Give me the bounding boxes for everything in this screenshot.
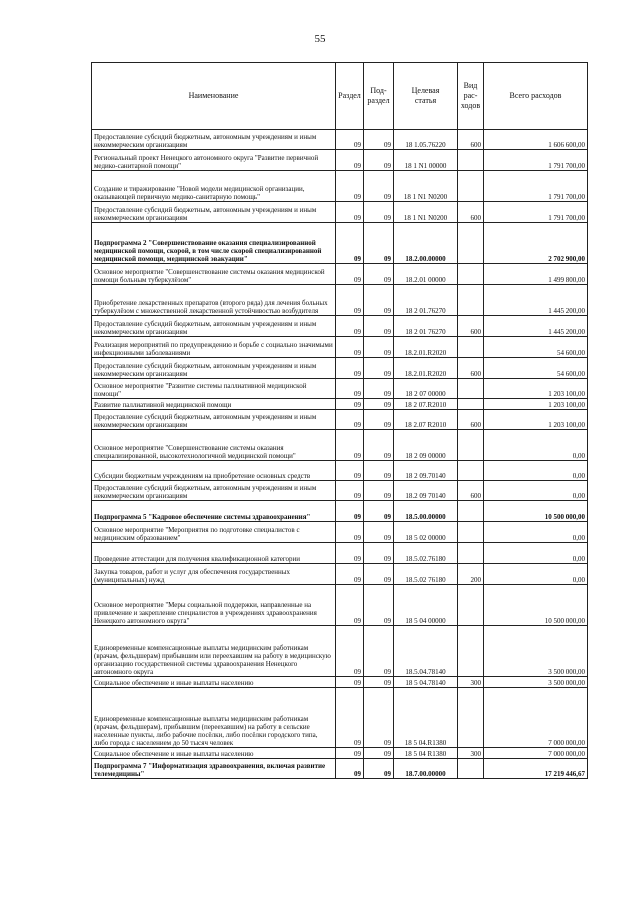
- row-expense-type: [458, 461, 484, 481]
- row-section: 09: [336, 748, 364, 759]
- row-subsection: 09: [364, 461, 394, 481]
- table-row: [92, 358, 588, 379]
- row-name: Социальное обеспечение и иные выплаты населению: [92, 748, 336, 759]
- row-subsection: 09: [364, 130, 394, 150]
- row-section: 09: [336, 677, 364, 688]
- row-name: Основное мероприятие "Совершенствование системы оказания медицинской помощи больным туберкулёзом": [92, 264, 336, 285]
- row-subsection: 09: [364, 501, 394, 522]
- row-target-article: 18.5.04.78140: [394, 626, 458, 677]
- table-row: [92, 410, 588, 430]
- row-target-article: 18.2.01 00000: [394, 264, 458, 285]
- row-section: 09: [336, 759, 364, 779]
- row-section: 09: [336, 501, 364, 522]
- row-total: 1 203 100,00: [484, 410, 588, 430]
- row-subsection: 09: [364, 379, 394, 399]
- row-name: Основное мероприятие "Совершенствование системы оказания специализированной, высокотехнологичной медицинской помощи": [92, 430, 336, 461]
- row-name: Субсидии бюджетным учреждениям на приобретение основных средств: [92, 461, 336, 481]
- row-expense-type: 600: [458, 481, 484, 501]
- header-subsection: Под- раздел: [364, 63, 394, 130]
- table-row: [92, 677, 588, 688]
- row-target-article: 18 1.05.76220: [394, 130, 458, 150]
- row-total: 17 219 446,67: [484, 759, 588, 779]
- row-section: 09: [336, 337, 364, 358]
- row-name: Реализация мероприятий по предупреждению и борьбе с социально значимыми инфекционными заболеваниями: [92, 337, 336, 358]
- row-total: 0,00: [484, 481, 588, 501]
- row-subsection: 09: [364, 430, 394, 461]
- table-row: [92, 564, 588, 585]
- row-total: 1 606 600,00: [484, 130, 588, 150]
- row-expense-type: [458, 171, 484, 202]
- row-section: 09: [336, 316, 364, 337]
- row-target-article: 18 2 01.76270: [394, 285, 458, 316]
- header-section: Раздел: [336, 63, 364, 130]
- row-expense-type: [458, 688, 484, 748]
- row-section: 09: [336, 358, 364, 379]
- header-expense-type: Вид рас- ходов: [458, 63, 484, 130]
- table-row: [92, 748, 588, 759]
- row-target-article: 18 2 09 00000: [394, 430, 458, 461]
- row-expense-type: [458, 501, 484, 522]
- row-section: 09: [336, 223, 364, 264]
- row-expense-type: [458, 223, 484, 264]
- header-total-expenses: Всего расходов: [484, 63, 588, 130]
- table-row: [92, 202, 588, 223]
- row-subsection: 09: [364, 626, 394, 677]
- table-header-row: [92, 63, 588, 130]
- row-section: 09: [336, 150, 364, 171]
- row-total: 1 203 100,00: [484, 379, 588, 399]
- row-total: 10 500 000,00: [484, 501, 588, 522]
- row-section: 09: [336, 461, 364, 481]
- row-target-article: 18.2 09 70140: [394, 481, 458, 501]
- row-subsection: 09: [364, 358, 394, 379]
- table-row: [92, 626, 588, 677]
- row-section: 09: [336, 264, 364, 285]
- row-name: Подпрограмма 7 "Информатизация здравоохранения, включая развитие телемедицины": [92, 759, 336, 779]
- table-row: [92, 337, 588, 358]
- row-section: 09: [336, 202, 364, 223]
- row-total: 1 445 200,00: [484, 316, 588, 337]
- row-expense-type: [458, 759, 484, 779]
- row-expense-type: 600: [458, 202, 484, 223]
- row-subsection: 09: [364, 585, 394, 626]
- row-target-article: 18 1 N1 N0200: [394, 202, 458, 223]
- row-total: 1 791 700,00: [484, 202, 588, 223]
- row-name: Предоставление субсидий бюджетным, автономным учреждениям и иным некоммерческим организациям: [92, 316, 336, 337]
- row-total: 7 000 000,00: [484, 688, 588, 748]
- row-total: 1 203 100,00: [484, 399, 588, 410]
- row-target-article: 18 5 04.R1380: [394, 688, 458, 748]
- row-name: Единовременные компенсационные выплаты медицинским работникам (врачам, фельдшерам) прибывшим или переехавшим на работу в медицинскую организацию государственной системы здравоохранения Ненецкого автономного округа: [92, 626, 336, 677]
- row-subsection: 09: [364, 748, 394, 759]
- row-total: 0,00: [484, 543, 588, 564]
- row-subsection: 09: [364, 337, 394, 358]
- row-subsection: 09: [364, 223, 394, 264]
- row-section: 09: [336, 171, 364, 202]
- row-expense-type: [458, 379, 484, 399]
- row-target-article: 18 2 09.70140: [394, 461, 458, 481]
- row-name: Предоставление субсидий бюджетным, автономным учреждениям и иным некоммерческим организациям: [92, 358, 336, 379]
- row-subsection: 09: [364, 202, 394, 223]
- row-total: 54 600,00: [484, 358, 588, 379]
- table-row: [92, 585, 588, 626]
- row-expense-type: [458, 522, 484, 543]
- row-total: 0,00: [484, 522, 588, 543]
- row-name: Приобретение лекарственных препаратов (второго ряда) для лечения больных туберкулёзом с множественной лекарственной устойчивостью возбудителя: [92, 285, 336, 316]
- row-section: 09: [336, 410, 364, 430]
- table-row: [92, 379, 588, 399]
- row-expense-type: 600: [458, 410, 484, 430]
- row-total: 7 000 000,00: [484, 748, 588, 759]
- row-section: 09: [336, 130, 364, 150]
- row-name: Единовременные компенсационные выплаты медицинским работникам (врачам, фельдшерам), прибывшим (переехавшим) на работу в сельские населенные пункты, либо рабочие посёлки, либо посёлки городского типа, либо города с населением до 50 тысяч человек: [92, 688, 336, 748]
- row-target-article: 18 5 02 00000: [394, 522, 458, 543]
- table-row: [92, 522, 588, 543]
- table-row: [92, 223, 588, 264]
- row-name: Создание и тиражирование "Новой модели медицинской организации, оказывающей первичную медико-санитарную помощь": [92, 171, 336, 202]
- table-row: [92, 481, 588, 501]
- row-name: Развитие паллиативной медицинской помощи: [92, 399, 336, 410]
- table-row: [92, 759, 588, 779]
- row-target-article: 18 1 N1 N0200: [394, 171, 458, 202]
- row-section: 09: [336, 481, 364, 501]
- row-target-article: 18 2 01 76270: [394, 316, 458, 337]
- row-subsection: 09: [364, 150, 394, 171]
- row-expense-type: [458, 585, 484, 626]
- row-subsection: 09: [364, 285, 394, 316]
- row-name: Предоставление субсидий бюджетным, автономным учреждениям и иным некоммерческим организациям: [92, 481, 336, 501]
- row-total: 0,00: [484, 461, 588, 481]
- row-expense-type: 300: [458, 748, 484, 759]
- row-section: 09: [336, 688, 364, 748]
- row-total: 1 791 700,00: [484, 171, 588, 202]
- row-section: 09: [336, 522, 364, 543]
- row-expense-type: [458, 430, 484, 461]
- row-section: 09: [336, 379, 364, 399]
- row-target-article: 18 2.07 R2010: [394, 410, 458, 430]
- row-expense-type: 200: [458, 564, 484, 585]
- row-section: 09: [336, 399, 364, 410]
- row-section: 09: [336, 626, 364, 677]
- row-expense-type: 300: [458, 677, 484, 688]
- row-target-article: 18.2.01.R2020: [394, 358, 458, 379]
- row-expense-type: [458, 264, 484, 285]
- row-expense-type: [458, 626, 484, 677]
- row-name: Предоставление субсидий бюджетным, автономным учреждениям и иным некоммерческим организациям: [92, 410, 336, 430]
- row-expense-type: [458, 285, 484, 316]
- row-name: Закупка товаров, работ и услуг для обеспечения государственных (муниципальных) нужд: [92, 564, 336, 585]
- table-row: [92, 461, 588, 481]
- table-row: [92, 430, 588, 461]
- row-target-article: 18 5 04.78140: [394, 677, 458, 688]
- row-expense-type: [458, 150, 484, 171]
- row-name: Предоставление субсидий бюджетным, автономным учреждениям и иным некоммерческим организациям: [92, 202, 336, 223]
- row-target-article: 18 1 N1 00000: [394, 150, 458, 171]
- row-subsection: 09: [364, 688, 394, 748]
- row-name: Проведение аттестации для получения квалификационной категории: [92, 543, 336, 564]
- row-subsection: 09: [364, 759, 394, 779]
- table-row: [92, 171, 588, 202]
- table-row: [92, 399, 588, 410]
- row-subsection: 09: [364, 171, 394, 202]
- row-section: 09: [336, 543, 364, 564]
- row-target-article: 18 2 07.R2010: [394, 399, 458, 410]
- row-name: Предоставление субсидий бюджетным, автономным учреждениям и иным некоммерческим организациям: [92, 130, 336, 150]
- row-section: 09: [336, 585, 364, 626]
- row-subsection: 09: [364, 677, 394, 688]
- row-subsection: 09: [364, 316, 394, 337]
- row-expense-type: 600: [458, 358, 484, 379]
- row-section: 09: [336, 564, 364, 585]
- row-target-article: 18.2.01.R2020: [394, 337, 458, 358]
- table-row: [92, 543, 588, 564]
- row-target-article: 18.7.00.00000: [394, 759, 458, 779]
- row-name: Основное мероприятие "Развитие системы паллиативной медицинской помощи": [92, 379, 336, 399]
- table-row: [92, 130, 588, 150]
- row-expense-type: 600: [458, 130, 484, 150]
- row-subsection: 09: [364, 481, 394, 501]
- row-subsection: 09: [364, 543, 394, 564]
- row-total: 1 499 800,00: [484, 264, 588, 285]
- row-target-article: 18.5.00.00000: [394, 501, 458, 522]
- table-row: [92, 264, 588, 285]
- header-target-article: Целевая статья: [394, 63, 458, 130]
- row-total: 1 445 200,00: [484, 285, 588, 316]
- row-expense-type: [458, 337, 484, 358]
- row-target-article: 18.2.00.00000: [394, 223, 458, 264]
- row-target-article: 18 2 07 00000: [394, 379, 458, 399]
- row-subsection: 09: [364, 264, 394, 285]
- row-total: 10 500 000,00: [484, 585, 588, 626]
- row-name: Региональный проект Ненецкого автономного округа "Развитие первичной медико-санитарной помощи": [92, 150, 336, 171]
- row-subsection: 09: [364, 399, 394, 410]
- row-subsection: 09: [364, 410, 394, 430]
- row-total: 0,00: [484, 564, 588, 585]
- row-target-article: 18 5 04 R1380: [394, 748, 458, 759]
- row-subsection: 09: [364, 564, 394, 585]
- row-subsection: 09: [364, 522, 394, 543]
- table-row: [92, 688, 588, 748]
- row-name: Социальное обеспечение и иные выплаты населению: [92, 677, 336, 688]
- row-section: 09: [336, 285, 364, 316]
- row-target-article: 18.5.02 76180: [394, 564, 458, 585]
- row-total: 54 600,00: [484, 337, 588, 358]
- row-total: 0,00: [484, 430, 588, 461]
- row-name: Подпрограмма 5 "Кадровое обеспечение системы здравоохранения": [92, 501, 336, 522]
- row-target-article: 18.5.02.76180: [394, 543, 458, 564]
- page-number: 55: [314, 33, 326, 45]
- header-name: Наименование: [92, 63, 336, 130]
- budget-table: [91, 62, 588, 779]
- row-expense-type: [458, 543, 484, 564]
- row-name: Подпрограмма 2 "Совершенствование оказания специализированной медицинской помощи, скорой, в том числе скорой специализированной медицинской помощи, медицинской эвакуации": [92, 223, 336, 264]
- row-target-article: 18 5 04 00000: [394, 585, 458, 626]
- row-total: 1 791 700,00: [484, 150, 588, 171]
- row-name: Основное мероприятие "Меры социальной поддержки, направленные на привлечение и закрепление специалистов в учреждениях здравоохранения Ненецкого автономного округа": [92, 585, 336, 626]
- row-total: 2 702 900,00: [484, 223, 588, 264]
- table-row: [92, 501, 588, 522]
- table-row: [92, 316, 588, 337]
- table-row: [92, 150, 588, 171]
- row-section: 09: [336, 430, 364, 461]
- row-total: 3 500 000,00: [484, 626, 588, 677]
- row-total: 3 500 000,00: [484, 677, 588, 688]
- row-name: Основное мероприятие "Мероприятия по подготовке специалистов с медицинским образованием": [92, 522, 336, 543]
- row-expense-type: [458, 399, 484, 410]
- row-expense-type: 600: [458, 316, 484, 337]
- table-row: [92, 285, 588, 316]
